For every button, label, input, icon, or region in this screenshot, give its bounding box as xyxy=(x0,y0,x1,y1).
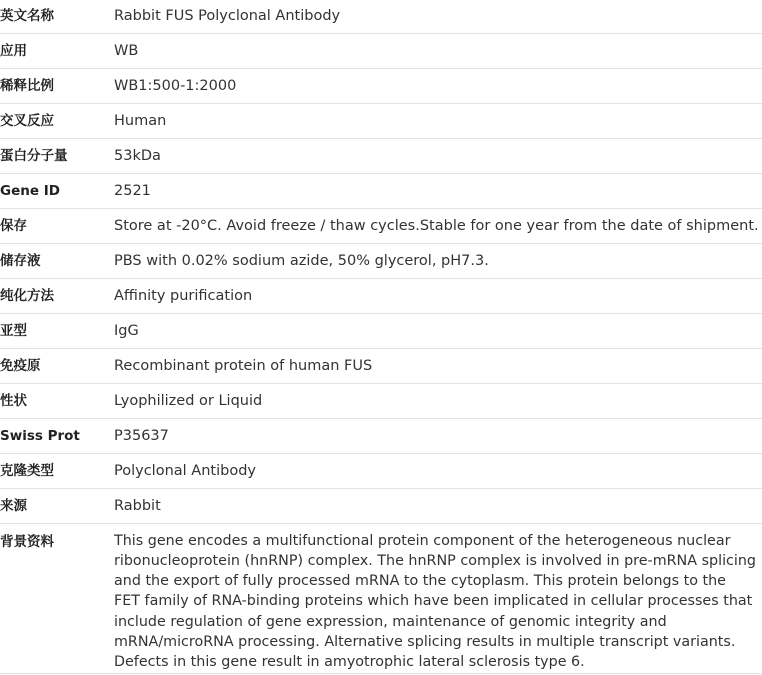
spec-label: 储存液 xyxy=(0,252,41,269)
spec-value: Affinity purification xyxy=(114,287,253,304)
spec-value: Rabbit xyxy=(114,497,161,514)
spec-label: 蛋白分子量 xyxy=(0,147,68,164)
spec-row-reactivity xyxy=(0,103,762,138)
spec-row-application xyxy=(0,33,762,68)
spec-row-purification xyxy=(0,278,762,313)
spec-value: P35637 xyxy=(114,427,169,444)
spec-row-clonality xyxy=(0,453,762,488)
spec-value: Polyclonal Antibody xyxy=(114,462,256,479)
spec-value: Store at -20°C. Avoid freeze / thaw cycles.Stable for one year from the date of shipment. xyxy=(114,217,759,234)
spec-value: Rabbit FUS Polyclonal Antibody xyxy=(114,8,341,24)
spec-row-english-name xyxy=(0,0,762,33)
spec-row-form xyxy=(0,383,762,418)
spec-label: 交叉反应 xyxy=(0,112,54,129)
spec-value: Lyophilized or Liquid xyxy=(114,392,263,409)
spec-label: 保存 xyxy=(0,217,27,234)
spec-row-host xyxy=(0,488,762,523)
spec-row-swiss-prot xyxy=(0,418,762,453)
spec-value: PBS with 0.02% sodium azide, 50% glycerol, pH7.3. xyxy=(114,252,489,269)
spec-label: 背景资料 xyxy=(0,533,54,550)
spec-label: 稀释比例 xyxy=(0,77,54,94)
spec-label: 性状 xyxy=(0,392,27,409)
spec-label: 亚型 xyxy=(0,322,27,339)
spec-value: IgG xyxy=(114,322,139,339)
spec-label: 纯化方法 xyxy=(0,287,54,304)
spec-label: 来源 xyxy=(0,497,27,514)
spec-label: 克隆类型 xyxy=(0,462,54,479)
spec-value: 2521 xyxy=(114,182,151,199)
spec-value-background: This gene encodes a multifunctional protein component of the heterogeneous nuclear ribonucleoprotein (hnRNP) complex. The hnRNP complex is involved in pre-mRNA splicing and the export of fully processed mRNA to the cytoplasm. This protein belongs to the FET family of RNA-binding proteins which have been implicated in cellular processes that include regulation of gene expression, maintenance of genomic integrity and mRNA/microRNA processing. Alternative splicing results in multiple transcript variants. Defects in this gene result in amyotrophic lateral sclerosis type 6. xyxy=(114,532,757,671)
spec-row-dilution xyxy=(0,68,762,103)
spec-label: Swiss Prot xyxy=(0,427,80,444)
spec-row-immunogen xyxy=(0,348,762,383)
spec-label: 英文名称 xyxy=(0,8,54,24)
spec-row-molecular-weight xyxy=(0,138,762,173)
spec-label: Gene ID xyxy=(0,182,60,199)
spec-value: Recombinant protein of human FUS xyxy=(114,357,373,374)
spec-value: 53kDa xyxy=(114,147,161,164)
spec-row-storage xyxy=(0,208,762,243)
spec-value: Human xyxy=(114,112,167,129)
spec-label: 免疫原 xyxy=(0,357,41,374)
spec-row-buffer xyxy=(0,243,762,278)
spec-row-background xyxy=(0,523,762,673)
spec-value: WB xyxy=(114,42,139,59)
spec-row-isotype xyxy=(0,313,762,348)
spec-value: WB1:500-1:2000 xyxy=(114,77,237,94)
spec-row-gene-id xyxy=(0,173,762,208)
spec-label: 应用 xyxy=(0,42,27,59)
